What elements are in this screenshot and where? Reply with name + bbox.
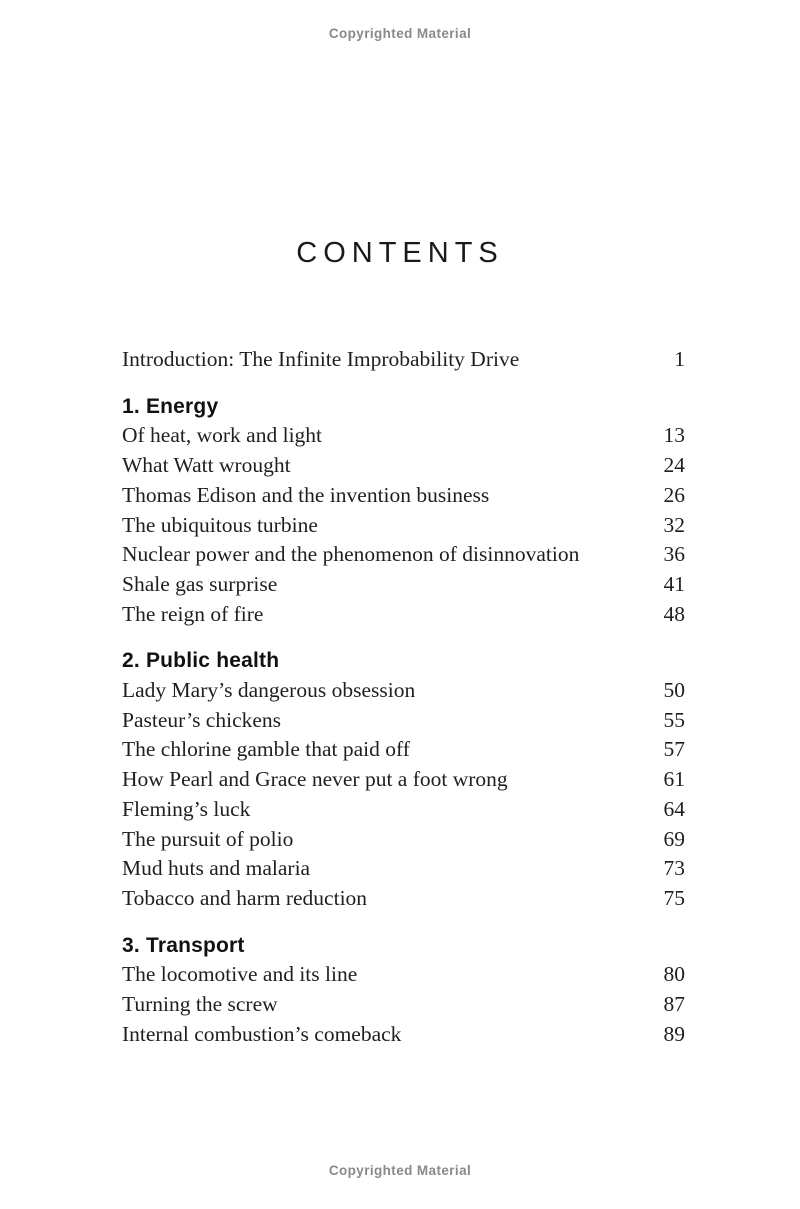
toc-entry-page-number: 73: [663, 856, 685, 881]
toc-entry-title: Shale gas surprise: [122, 571, 278, 596]
toc-entry: [122, 600, 685, 630]
toc-entry-page-number: 13: [663, 423, 685, 448]
toc-entry-title: How Pearl and Grace never put a foot wrong: [122, 767, 508, 792]
toc-entry: [122, 960, 685, 990]
toc-section: [122, 392, 685, 630]
copyright-notice-bottom: Copyrighted Material: [328, 1163, 472, 1178]
toc-entry-title: Turning the screw: [122, 992, 278, 1017]
toc-entry-introduction: [122, 345, 685, 375]
toc-entry: [122, 854, 685, 884]
toc-entry: [122, 421, 685, 451]
toc-entry-title: Internal combustion’s comeback: [122, 1021, 402, 1046]
toc-entry-title: Tobacco and harm reduction: [122, 885, 368, 910]
toc-section-heading: 3. Transport: [122, 933, 245, 957]
toc-entry-page-number: 50: [663, 678, 685, 703]
page-title: CONTENTS: [296, 237, 504, 269]
toc-section-heading: 2. Public health: [122, 649, 280, 673]
toc-entry-title: Lady Mary’s dangerous obsession: [122, 678, 416, 703]
toc-entry: [122, 765, 685, 795]
toc-section: [122, 931, 685, 1050]
toc-entry-page-number: 1: [674, 347, 685, 371]
toc-entry-title: The locomotive and its line: [122, 962, 358, 987]
toc-entry-title: Nuclear power and the phenomenon of disinnovation: [122, 542, 580, 567]
toc-entry-title: The pursuit of polio: [122, 826, 294, 851]
toc-entry-title: Thomas Edison and the invention business: [122, 482, 490, 507]
toc-entry: [122, 676, 685, 706]
toc-entry-title: The chlorine gamble that paid off: [122, 737, 410, 762]
toc-entry-page-number: 64: [663, 796, 685, 821]
toc-section-entries: [122, 676, 685, 914]
toc-entry-title: Mud huts and malaria: [122, 856, 311, 881]
copyright-notice-top: Copyrighted Material: [328, 26, 472, 41]
toc-section-heading: 1. Energy: [122, 394, 219, 418]
toc-entry: [122, 451, 685, 481]
toc-entry-title: Pasteur’s chickens: [122, 707, 282, 732]
toc-section-entries: [122, 960, 685, 1049]
toc-entry: [122, 481, 685, 511]
toc-entry-page-number: 48: [663, 601, 685, 626]
toc-section-entries: [122, 421, 685, 629]
toc-entry-page-number: 69: [663, 826, 685, 851]
toc-entry-page-number: 32: [663, 512, 685, 537]
toc-entry-title: Fleming’s luck: [122, 796, 251, 821]
toc-entry: [122, 511, 685, 541]
toc-entry-title: What Watt wrought: [122, 453, 291, 478]
toc-entry-page-number: 36: [663, 542, 685, 567]
toc-entry-page-number: 75: [663, 885, 685, 910]
toc-entry-page-number: 57: [663, 737, 685, 762]
toc-entry-page-number: 80: [663, 962, 685, 987]
toc-section: [122, 646, 685, 913]
toc-entry: [122, 706, 685, 736]
toc-entry: [122, 825, 685, 855]
toc-entry-title: Introduction: The Infinite Improbability Drive: [122, 347, 520, 371]
toc-entry-title: The ubiquitous turbine: [122, 512, 318, 537]
toc-sections: [122, 392, 685, 1050]
toc-entry: [122, 735, 685, 765]
toc-entry: [122, 1020, 685, 1050]
toc-entry-page-number: 26: [663, 482, 685, 507]
toc-entry: [122, 570, 685, 600]
table-of-contents: [122, 345, 685, 1049]
toc-entry-page-number: 89: [663, 1021, 685, 1046]
toc-entry: [122, 990, 685, 1020]
toc-entry-title: Of heat, work and light: [122, 423, 323, 448]
toc-entry-title: The reign of fire: [122, 601, 264, 626]
toc-entry-page-number: 61: [663, 767, 685, 792]
toc-entry: [122, 795, 685, 825]
toc-entry-page-number: 41: [663, 571, 685, 596]
toc-entry-page-number: 24: [663, 453, 685, 478]
toc-entry: [122, 540, 685, 570]
toc-entry-page-number: 87: [663, 992, 685, 1017]
toc-entry: [122, 884, 685, 914]
toc-entry-page-number: 55: [663, 707, 685, 732]
